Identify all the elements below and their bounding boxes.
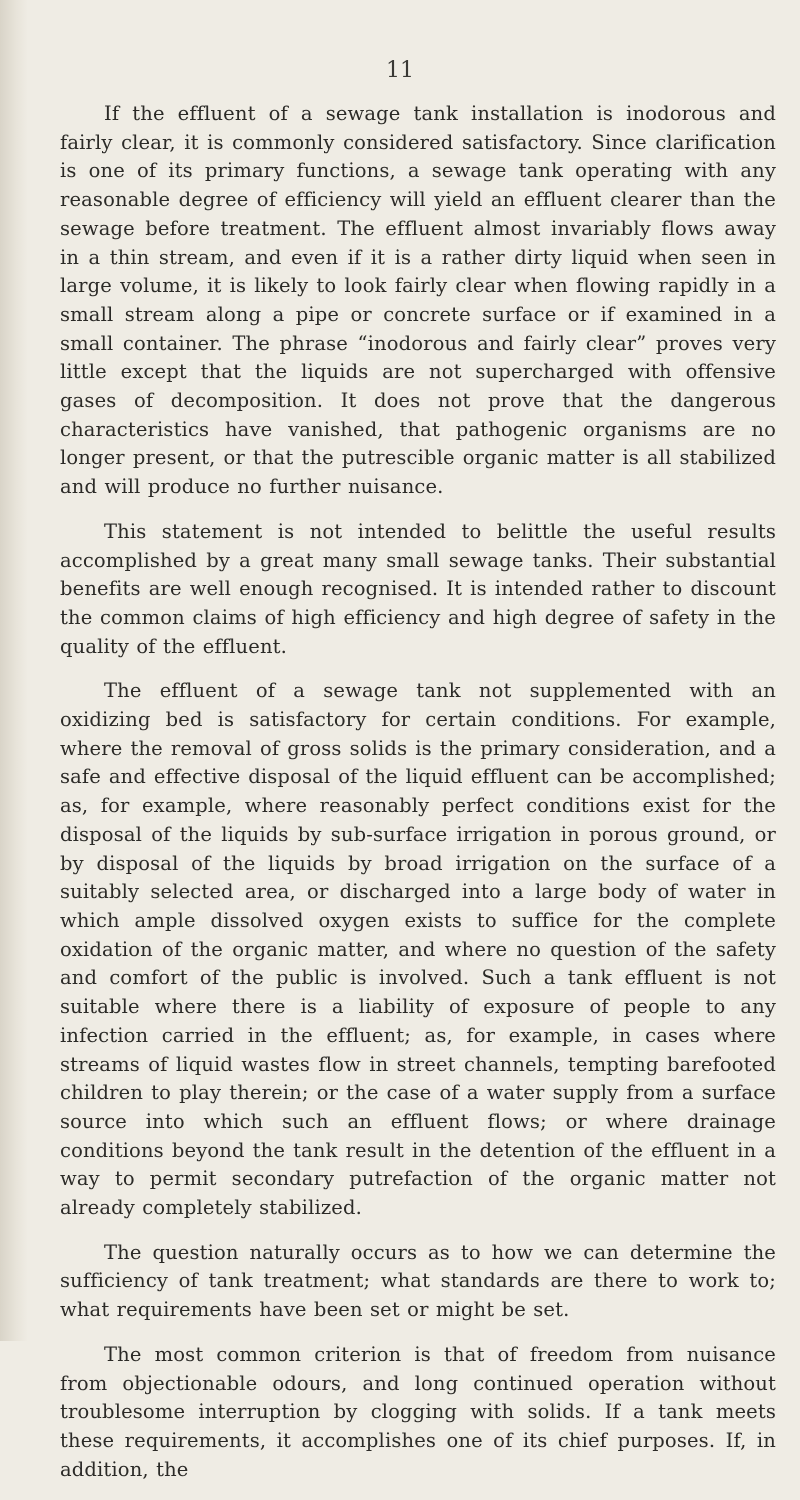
paragraph-3: The effluent of a sewage tank not supplemented with an oxidizing bed is satisfactory for certain conditions. For example, where the removal of gross solids is the primary consideration, and a safe and effective disposal of the liquid effluent can be accomplished; as, for example, where reasonably perfect conditions exist for the disposal of the liquids by sub-surface irrigation in porous ground, or by disposal of the liquids by broad irrigation on the surface of a suitably selected area, or discharged into a large body of water in which ample dissolved oxygen exists to suffice for the complete oxidation of the organic matter, and where no question of the safety and comfort of the public is involved. Such a tank effluent is not suitable where there is a liability of exposure of people to any infection carried in the effluent; as, for example, in cases where streams of liquid wastes flow in street channels, tempting barefooted children to play therein; or the case of a water supply from a surface source into which such an effluent flows; or where drainage conditions beyond the tank result in the detention of the effluent in a way to permit secondary putrefaction of the organic matter not already completely stabilized. — [60, 679, 776, 1220]
paragraph-4: The question naturally occurs as to how we can determine the sufficiency of tank treatment; what standards are there to work to; what requirements have been set or might be set. — [60, 1240, 776, 1322]
page-gutter-shadow — [0, 0, 28, 1341]
body-text — [60, 100, 776, 1500]
page-number: 11 — [386, 58, 414, 83]
paragraph-5: The most common criterion is that of freedom from nuisance from objectionable odours, and long continued operation without troublesome interruption by clogging with solids. If a tank meets these requirements, it accomplishes one of its chief purposes. If, in addition, the — [60, 1342, 776, 1481]
paragraph-2: This statement is not intended to belittle the useful results accomplished by a great many small sewage tanks. Their substantial benefits are well enough recognised. It is intended rather to discount the common claims of high efficiency and high degree of safety in the quality of the effluent. — [60, 519, 776, 658]
paragraph-1: If the effluent of a sewage tank installation is inodorous and fairly clear, it is commonly considered satisfactory. Since clarification is one of its primary functions, a sewage tank operating with any reasonable degree of efficiency will yield an effluent clearer than the sewage before treatment. The effluent almost invariably flows away in a thin stream, and even if it is a rather dirty liquid when seen in large volume, it is likely to look fairly clear when flowing rapidly in a small stream along a pipe or concrete surface or if examined in a small container. The phrase “inodorous and fairly clear” proves very little except that the liquids are not supercharged with offensive gases of decomposition. It does not prove that the dangerous characteristics have vanished, that pathogenic organisms are no longer present, or that the putrescible organic matter is all stabilized and will produce no further nuisance. — [60, 102, 776, 499]
